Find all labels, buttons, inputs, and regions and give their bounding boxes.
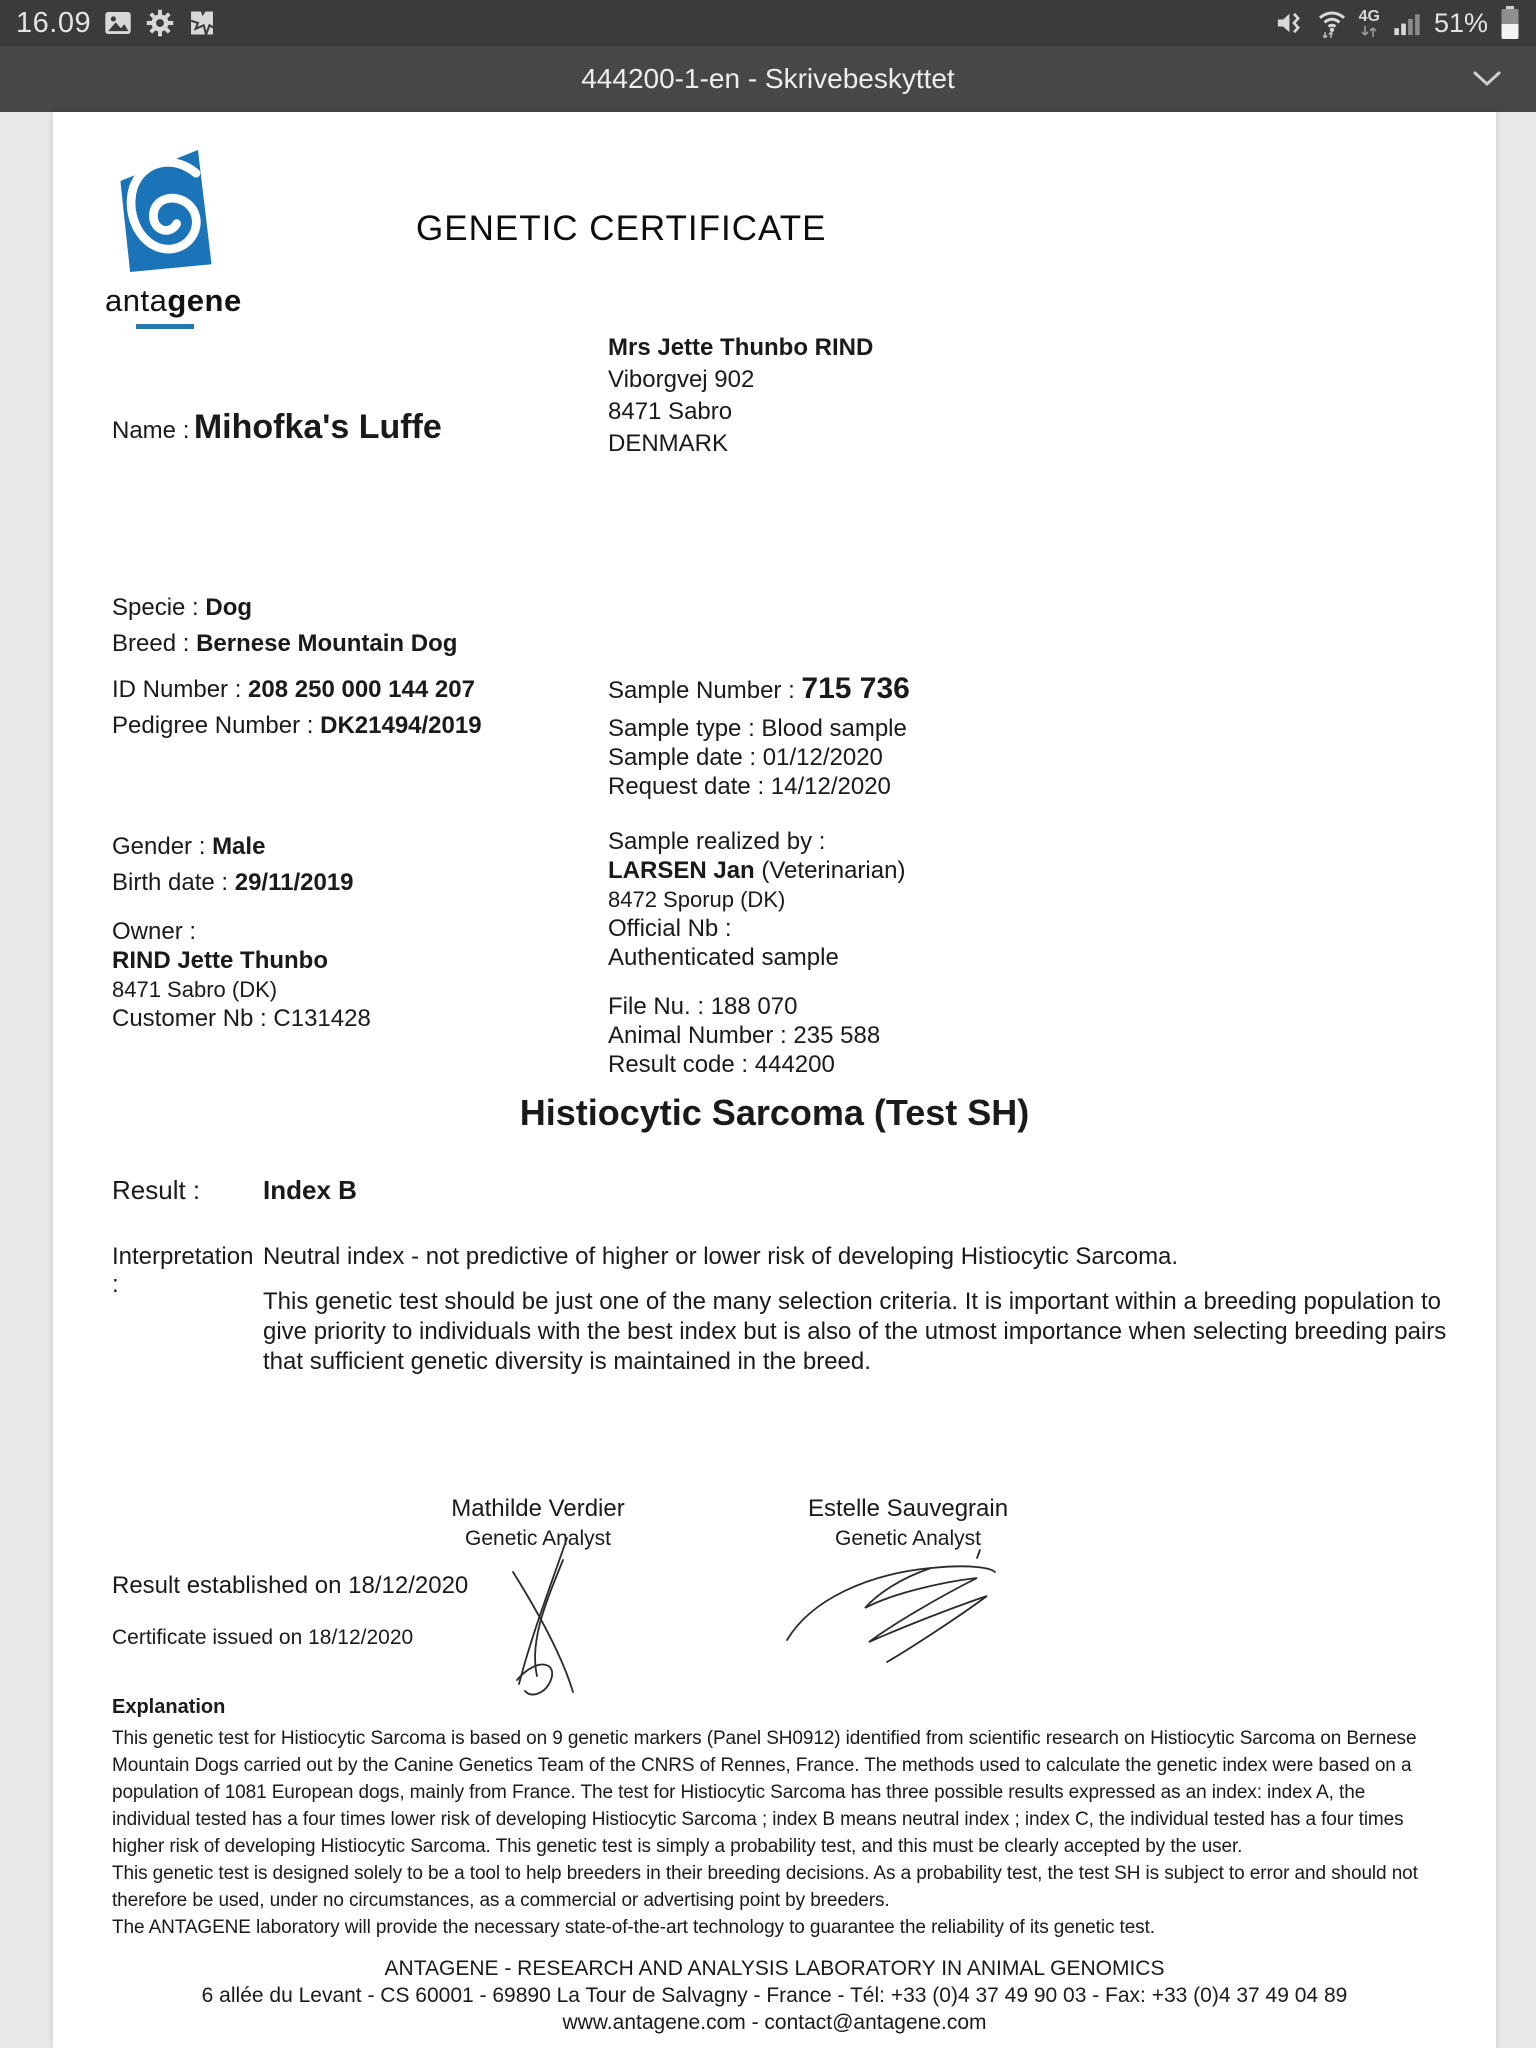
animal-number-value: 235 588 bbox=[793, 1022, 881, 1049]
test-section-heading: Histiocytic Sarcoma (Test SH) bbox=[519, 1092, 1030, 1133]
birth-date-value: 29/11/2019 bbox=[234, 869, 354, 896]
animal-name-value: Mihofka's Luffe bbox=[193, 408, 442, 446]
file-number-line bbox=[608, 992, 1168, 1021]
result-code-line bbox=[608, 1050, 1168, 1079]
owner-label-line: Owner : bbox=[112, 918, 197, 945]
result-row bbox=[112, 1175, 357, 1206]
sample-number-line bbox=[608, 672, 1168, 708]
lab-footer bbox=[53, 1955, 1496, 2036]
antagene-logo-icon bbox=[114, 261, 216, 278]
result-label: Result : bbox=[112, 1175, 201, 1205]
recipient-street: Viborgvej 902 bbox=[608, 366, 755, 393]
sample-type-value: Blood sample bbox=[761, 715, 907, 742]
veterinarian-name: LARSEN Jan bbox=[608, 857, 755, 884]
footer-contact: www.antagene.com - contact@antagene.com bbox=[562, 2011, 987, 2034]
veterinarian-city-line: 8472 Sporup (DK) bbox=[608, 887, 786, 912]
owner-name-line: RIND Jette Thunbo bbox=[112, 947, 328, 974]
gender-label: Gender : bbox=[112, 833, 206, 860]
id-number-value: 208 250 000 144 207 bbox=[248, 676, 475, 703]
status-bar bbox=[0, 0, 1536, 46]
breed-value: Bernese Mountain Dog bbox=[196, 630, 458, 657]
footer-lab-name: ANTAGENE - RESEARCH AND ANALYSIS LABORATORY IN ANIMAL GENOMICS bbox=[384, 1957, 1165, 1980]
birth-date-label: Birth date : bbox=[112, 869, 229, 896]
analyst-right-block bbox=[743, 1495, 1073, 1551]
file-number-label: File Nu. : bbox=[608, 993, 705, 1020]
sample-number-label: Sample Number : bbox=[608, 677, 795, 704]
id-number-label: ID Number : bbox=[112, 676, 242, 703]
interpretation-text: Neutral index - not predictive of higher or lower risk of developing Histiocytic Sarcoma. bbox=[263, 1243, 1179, 1270]
battery-icon bbox=[1500, 6, 1520, 40]
gender-value: Male bbox=[212, 833, 266, 860]
mute-vibrate-icon bbox=[1275, 8, 1305, 38]
clock-text: 16.09 bbox=[16, 6, 92, 39]
explanation-paragraph-2: This genetic test is designed solely to be a tool to help breeders in their breeding decisions. As a probability test, the test SH is subject to error and should not therefore be used, under no circumstances, as a commercial or advertising point by breeders. bbox=[112, 1863, 1418, 1911]
recipient-city: 8471 Sabro bbox=[608, 398, 733, 425]
file-number-value: 188 070 bbox=[710, 993, 798, 1020]
network-type-text: 4G bbox=[1358, 7, 1380, 25]
document-title-bar bbox=[0, 46, 1536, 112]
brand-underline bbox=[136, 324, 194, 329]
result-established-line: Result established on 18/12/2020 bbox=[112, 1572, 469, 1599]
recipient-name: Mrs Jette Thunbo RIND bbox=[608, 334, 874, 361]
breed-label: Breed : bbox=[112, 630, 190, 657]
interpretation-label: Interpretation : bbox=[112, 1243, 254, 1298]
signature-right bbox=[781, 1544, 1011, 1679]
battery-percent-text: 51% bbox=[1433, 7, 1488, 38]
gear-icon bbox=[145, 8, 175, 38]
specie-label: Specie : bbox=[112, 594, 199, 621]
sample-date-label: Sample date : bbox=[608, 744, 757, 771]
sample-date-value: 01/12/2020 bbox=[762, 744, 883, 771]
brand-gene: gene bbox=[167, 283, 242, 318]
customer-label: Customer Nb : bbox=[112, 1005, 267, 1032]
customer-line bbox=[112, 1004, 592, 1033]
explanation-paragraph-1: This genetic test for Histiocytic Sarcoma is based on 9 genetic markers (Panel SH0912) identified from scientific research on Histiocytic Sarcoma on Bernese Mountain Dogs carried out by the Canine Genetics Team of the CNRS of Rennes, France. The methods used to calculate the genetic index were based on a population of 1081 European dogs, mainly from France. The test for Histiocytic Sarcoma has three possible results expressed as an index: index A, the individual tested has a four times lower risk of developing Histiocytic Sarcoma ; index B means neutral index ; index C, the individual tested has a four times higher risk of developing Histiocytic Sarcoma. This genetic test is simply a probability test, and this must be clearly accepted by the user. bbox=[112, 1728, 1417, 1857]
veterinarian-role: (Veterinarian) bbox=[761, 857, 906, 884]
owner-city-line: 8471 Sabro (DK) bbox=[112, 977, 278, 1002]
sample-type-line bbox=[608, 714, 1168, 743]
pedigree-value: DK21494/2019 bbox=[320, 712, 482, 739]
specie-line bbox=[112, 590, 592, 626]
sample-realized-label-line: Sample realized by : bbox=[608, 828, 826, 855]
result-code-value: 444200 bbox=[754, 1051, 835, 1078]
pedigree-line bbox=[112, 708, 592, 744]
gallery-icon bbox=[103, 8, 133, 38]
sample-details-column bbox=[608, 672, 1168, 1079]
analyst-left-role: Genetic Analyst bbox=[465, 1527, 611, 1550]
id-number-line bbox=[112, 672, 592, 708]
status-bar-right bbox=[1275, 6, 1520, 40]
signature-left bbox=[473, 1534, 623, 1709]
pdf-viewer[interactable] bbox=[0, 112, 1536, 2048]
explanation-paragraph-3: The ANTAGENE laboratory will provide the necessary state-of-the-art technology to guarantee the reliability of its genetic test. bbox=[112, 1917, 1155, 1938]
result-value: Index B bbox=[263, 1175, 357, 1205]
analyst-left-name: Mathilde Verdier bbox=[451, 1495, 625, 1522]
recipient-address-block bbox=[608, 332, 873, 460]
request-date-label: Request date : bbox=[608, 773, 765, 800]
antagene-logo-block bbox=[105, 148, 242, 329]
birth-date-line bbox=[112, 865, 592, 901]
animal-name-line bbox=[112, 408, 442, 447]
chevron-down-icon[interactable] bbox=[1472, 70, 1502, 88]
sample-date-line bbox=[608, 743, 1168, 772]
breed-line bbox=[112, 626, 592, 662]
footer-address: 6 allée du Levant - CS 60001 - 69890 La Tour de Salvagny - France - Tél: +33 (0)4 37 49 90 03 - Fax: +33 (0)4 37 49 04 89 bbox=[201, 1984, 1348, 2007]
mobile-data-4g-icon bbox=[1359, 9, 1380, 38]
official-nb-line: Official Nb : bbox=[608, 915, 732, 942]
request-date-line bbox=[608, 772, 1168, 801]
recipient-country: DENMARK bbox=[608, 430, 729, 457]
customer-value: C131428 bbox=[273, 1005, 371, 1032]
animal-number-label: Animal Number : bbox=[608, 1022, 787, 1049]
signal-bars-icon bbox=[1392, 8, 1422, 38]
analyst-right-role: Genetic Analyst bbox=[835, 1527, 981, 1550]
brand-wordmark bbox=[105, 283, 242, 319]
specie-value: Dog bbox=[205, 594, 253, 621]
result-code-label: Result code : bbox=[608, 1051, 749, 1078]
gender-line bbox=[112, 829, 592, 865]
wifi-icon bbox=[1317, 7, 1347, 39]
test-note-paragraph: This genetic test should be just one of the many selection criteria. It is important within a breeding population to give priority to individuals with the best index but is also of the utmost importance when selecting breeding pairs that sufficient genetic diversity is maintained in the breed. bbox=[263, 1288, 1447, 1375]
animal-number-line bbox=[608, 1021, 1168, 1050]
certificate-issued-line: Certificate issued on 18/12/2020 bbox=[112, 1626, 414, 1649]
sample-type-label: Sample type : bbox=[608, 715, 755, 742]
screenshot-icon bbox=[187, 8, 217, 38]
authenticated-line: Authenticated sample bbox=[608, 944, 839, 971]
certificate-page bbox=[53, 112, 1496, 2048]
analyst-right-name: Estelle Sauvegrain bbox=[807, 1495, 1009, 1522]
sample-number-value: 715 736 bbox=[801, 672, 910, 705]
pedigree-label: Pedigree Number : bbox=[112, 712, 314, 739]
status-bar-left bbox=[16, 7, 217, 40]
animal-name-label: Name : bbox=[112, 417, 190, 444]
document-title: 444200-1-en - Skrivebeskyttet bbox=[581, 63, 955, 94]
explanation-heading: Explanation bbox=[112, 1696, 226, 1718]
brand-anta: anta bbox=[105, 283, 168, 318]
animal-details-column bbox=[112, 590, 592, 1033]
explanation-block bbox=[112, 1696, 1444, 1941]
certificate-heading: GENETIC CERTIFICATE bbox=[416, 209, 827, 248]
request-date-value: 14/12/2020 bbox=[770, 773, 891, 800]
veterinarian-line bbox=[608, 856, 1168, 885]
